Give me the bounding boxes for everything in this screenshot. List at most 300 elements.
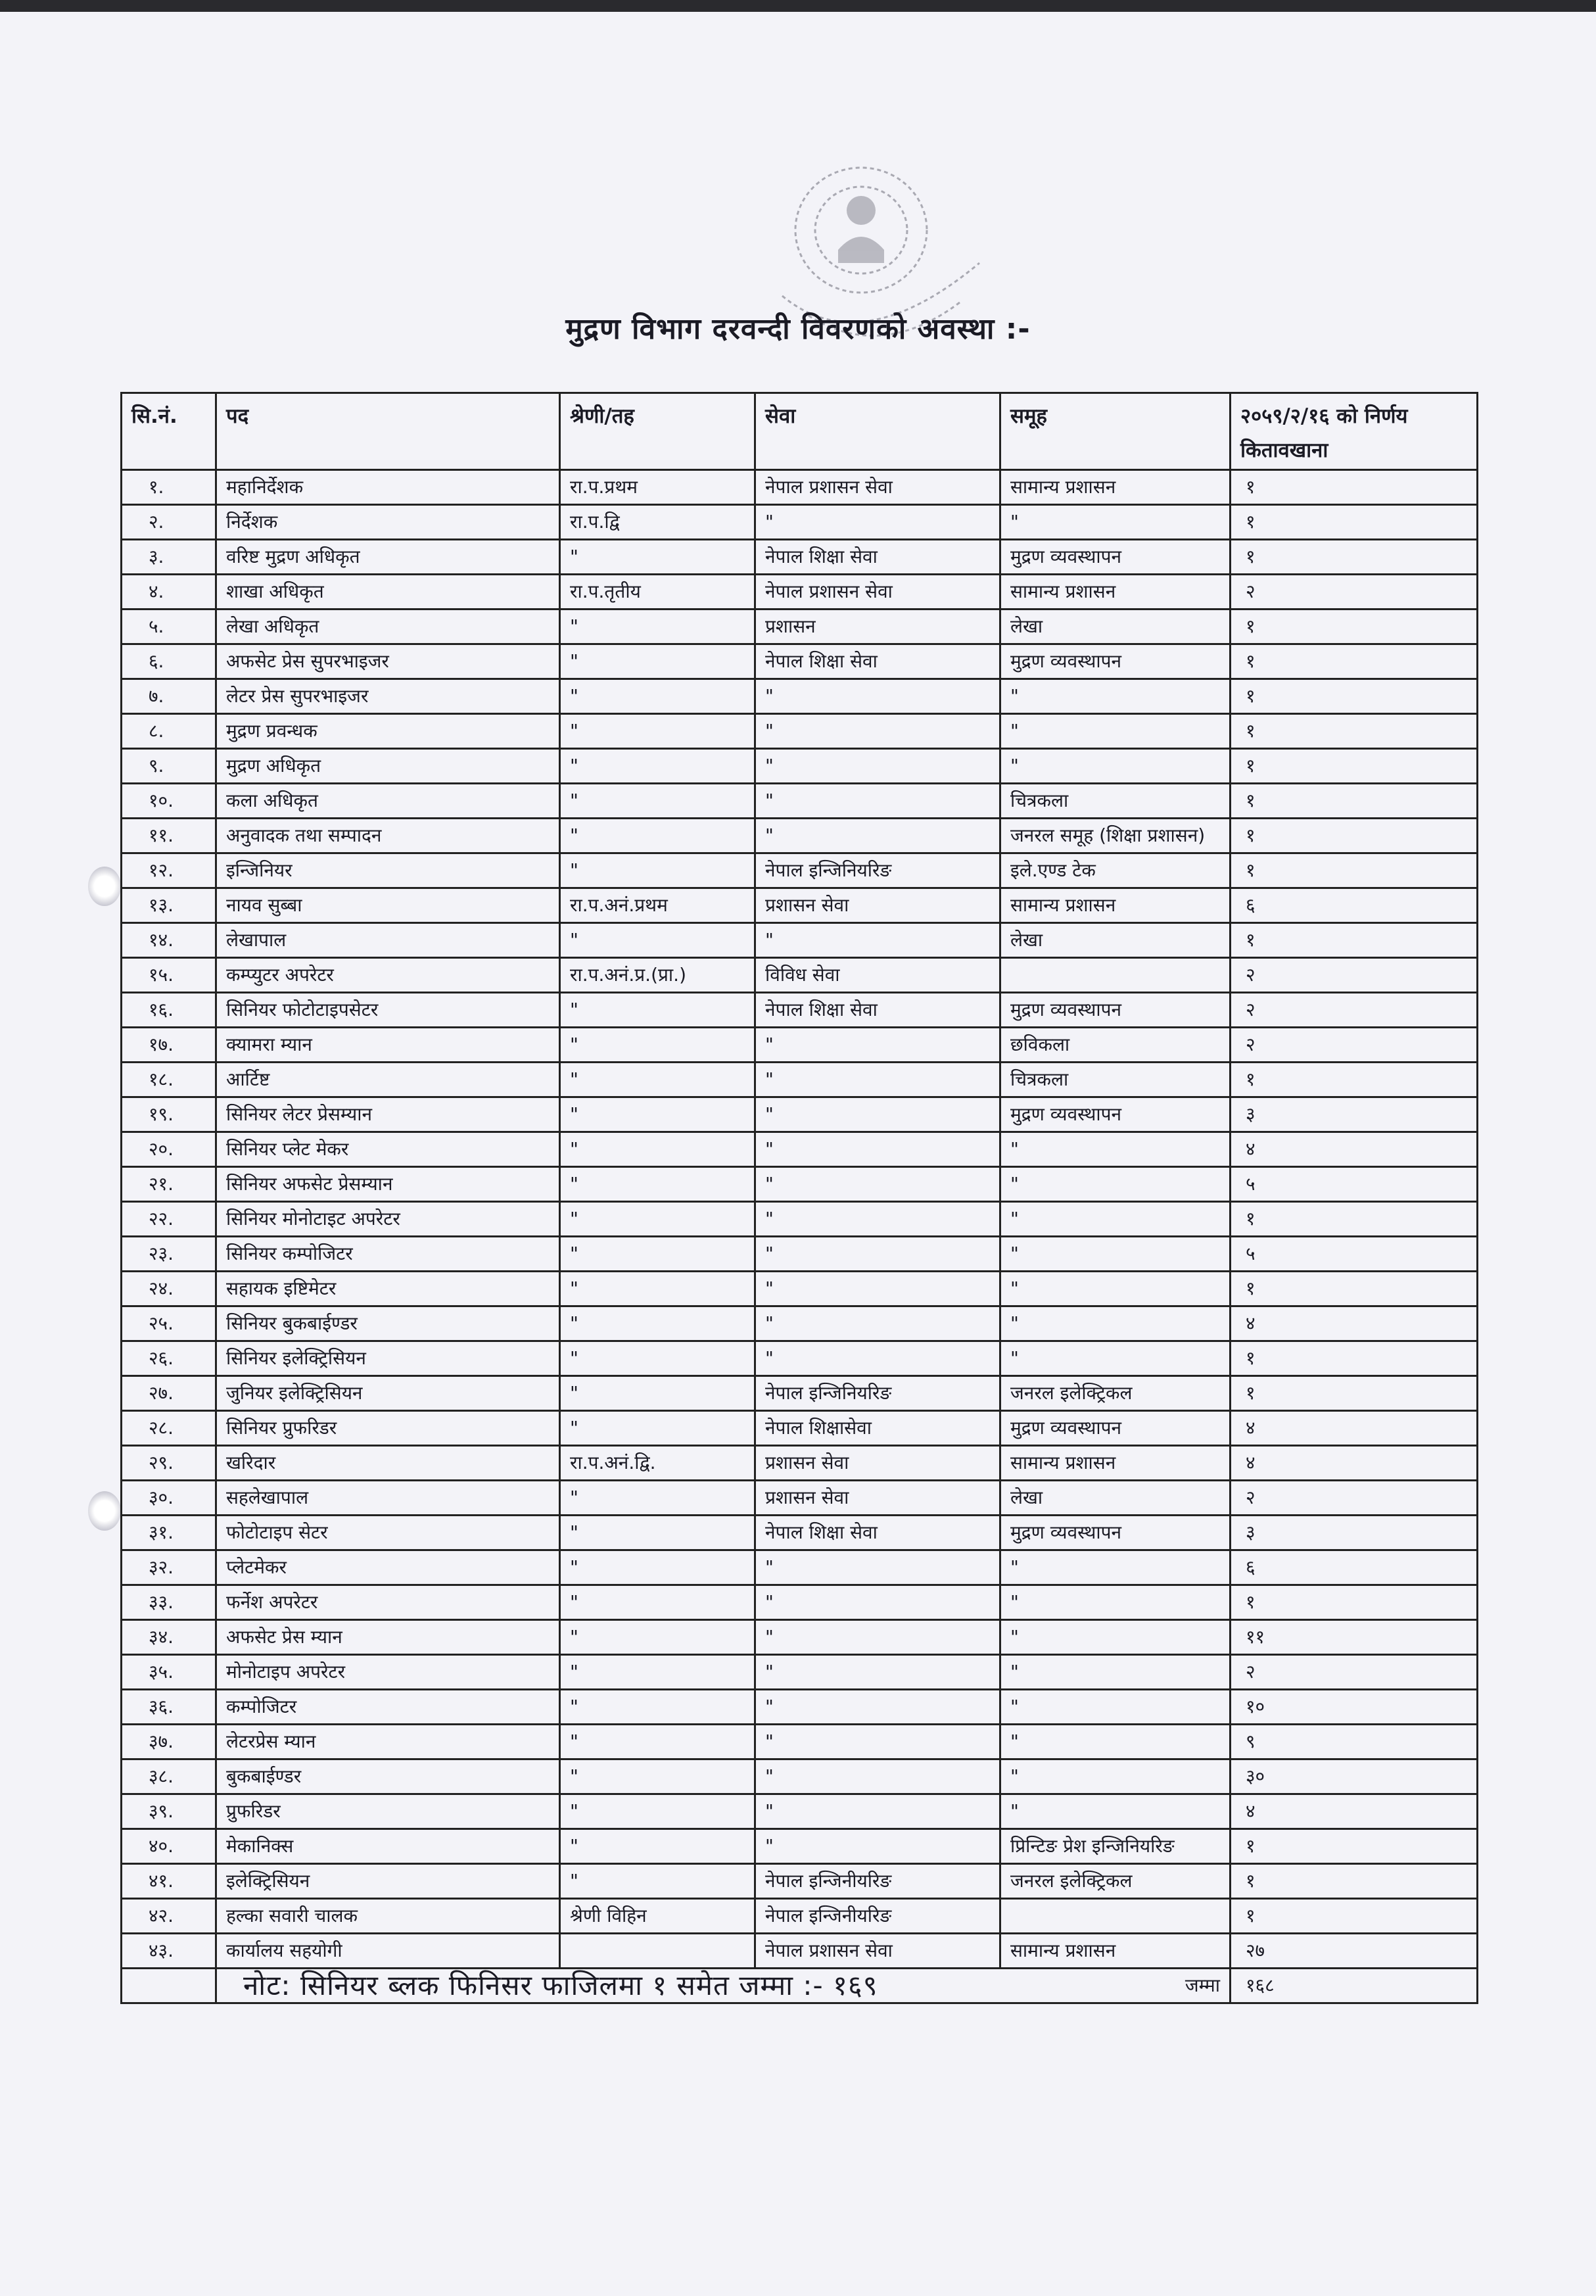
cell-group: मुद्रण व्यवस्थापन — [1000, 993, 1231, 1028]
cell-group: " — [1000, 505, 1231, 540]
cell-service: " — [755, 1306, 1000, 1341]
footnote: नोट: सिनियर ब्लक फिनिसर फाजिलमा १ समेत जम्मा :- १६९ — [243, 1969, 878, 2001]
cell-sn: १७. — [122, 1028, 216, 1063]
table-row — [122, 644, 1478, 679]
cell-group: लेखा — [1000, 610, 1231, 644]
cell-class: " — [560, 1550, 755, 1585]
cell-count: ३ — [1231, 1516, 1478, 1550]
cell-post: फर्नेश अपरेटर — [216, 1585, 560, 1620]
cell-class: " — [560, 1202, 755, 1237]
cell-post: प्लेटमेकर — [216, 1550, 560, 1585]
cell-service: नेपाल शिक्षा सेवा — [755, 993, 1000, 1028]
cell-count: १ — [1231, 714, 1478, 749]
header-count-line2: कितावखाना — [1240, 439, 1328, 462]
total-value: १६८ — [1231, 1969, 1478, 2003]
table-row — [122, 923, 1478, 958]
cell-sn: ३. — [122, 540, 216, 575]
cell-post: जुनियर इलेक्ट्रिसियन — [216, 1376, 560, 1411]
table-row — [122, 1272, 1478, 1306]
header-count-line1: २०५९/२/१६ को निर्णय — [1240, 404, 1408, 428]
cell-sn: ६. — [122, 644, 216, 679]
cell-count: ३० — [1231, 1759, 1478, 1794]
table-row — [122, 1725, 1478, 1759]
scan-top-edge — [0, 0, 1596, 12]
cell-class: " — [560, 1028, 755, 1063]
cell-sn: ३३. — [122, 1585, 216, 1620]
table-row — [122, 993, 1478, 1028]
cell-post: इन्जिनियर — [216, 853, 560, 888]
cell-post: सिनियर फोटोटाइपसेटर — [216, 993, 560, 1028]
cell-class: " — [560, 610, 755, 644]
cell-service: नेपाल प्रशासन सेवा — [755, 1934, 1000, 1969]
cell-class: " — [560, 1132, 755, 1167]
cell-class: " — [560, 1864, 755, 1899]
cell-count: २ — [1231, 1028, 1478, 1063]
cell-sn: १. — [122, 470, 216, 505]
cell-post: इलेक्ट्रिसियन — [216, 1864, 560, 1899]
cell-service: विविध सेवा — [755, 958, 1000, 993]
cell-group: " — [1000, 1202, 1231, 1237]
cell-sn: २२. — [122, 1202, 216, 1237]
cell-sn: २१. — [122, 1167, 216, 1202]
cell-group: " — [1000, 714, 1231, 749]
cell-post: खरिदार — [216, 1446, 560, 1481]
table-row — [122, 1794, 1478, 1829]
table-row — [122, 819, 1478, 853]
cell-sn: १३. — [122, 888, 216, 923]
cell-post: क्यामरा म्यान — [216, 1028, 560, 1063]
cell-class: " — [560, 749, 755, 784]
table-row — [122, 1202, 1478, 1237]
table-row — [122, 470, 1478, 505]
table-row — [122, 1899, 1478, 1934]
cell-class — [560, 1934, 755, 1969]
cell-service: नेपाल शिक्षा सेवा — [755, 540, 1000, 575]
cell-service: " — [755, 784, 1000, 819]
cell-service: " — [755, 1585, 1000, 1620]
cell-service: " — [755, 1829, 1000, 1864]
table-row — [122, 1167, 1478, 1202]
header-post: पद — [216, 393, 560, 470]
cell-service: " — [755, 1097, 1000, 1132]
cell-group: मुद्रण व्यवस्थापन — [1000, 1516, 1231, 1550]
cell-sn: २३. — [122, 1237, 216, 1272]
cell-count: २ — [1231, 575, 1478, 610]
cell-class: रा.प.अनं.प्रथम — [560, 888, 755, 923]
cell-group: मुद्रण व्यवस्थापन — [1000, 540, 1231, 575]
table-row — [122, 1620, 1478, 1655]
table-row — [122, 1376, 1478, 1411]
cell-sn: ३४. — [122, 1620, 216, 1655]
cell-post: मेकानिक्स — [216, 1829, 560, 1864]
cell-service: " — [755, 1132, 1000, 1167]
table-row — [122, 1934, 1478, 1969]
table-row — [122, 1341, 1478, 1376]
cell-service: नेपाल इन्जिनीयरिङ — [755, 1899, 1000, 1934]
cell-group: " — [1000, 1237, 1231, 1272]
table-row — [122, 505, 1478, 540]
cell-sn: ३०. — [122, 1481, 216, 1516]
cell-group: " — [1000, 1585, 1231, 1620]
cell-service: नेपाल इन्जिनियरिङ — [755, 1376, 1000, 1411]
cell-class: श्रेणी विहिन — [560, 1899, 755, 1934]
table-row — [122, 1829, 1478, 1864]
cell-class: " — [560, 784, 755, 819]
cell-group: मुद्रण व्यवस्थापन — [1000, 644, 1231, 679]
cell-service: " — [755, 1167, 1000, 1202]
cell-post: कला अधिकृत — [216, 784, 560, 819]
cell-count: १ — [1231, 923, 1478, 958]
cell-count: १ — [1231, 1063, 1478, 1097]
table-row — [122, 1028, 1478, 1063]
cell-group: " — [1000, 1550, 1231, 1585]
cell-class: " — [560, 1341, 755, 1376]
cell-service: नेपाल प्रशासन सेवा — [755, 470, 1000, 505]
cell-sn: ४. — [122, 575, 216, 610]
cell-count: २ — [1231, 1655, 1478, 1690]
cell-service: " — [755, 1725, 1000, 1759]
cell-group: प्रिन्टिङ प्रेश इन्जिनियरिङ — [1000, 1829, 1231, 1864]
cell-class: " — [560, 1690, 755, 1725]
cell-count: २७ — [1231, 1934, 1478, 1969]
cell-service: " — [755, 1202, 1000, 1237]
cell-group: इले.एण्ड टेक — [1000, 853, 1231, 888]
table-row — [122, 1516, 1478, 1550]
table-row — [122, 1690, 1478, 1725]
cell-count: ३ — [1231, 1097, 1478, 1132]
cell-sn: १२. — [122, 853, 216, 888]
cell-count: ४ — [1231, 1446, 1478, 1481]
cell-count: १ — [1231, 610, 1478, 644]
cell-sn: १५. — [122, 958, 216, 993]
cell-class: " — [560, 1376, 755, 1411]
cell-count: ६ — [1231, 888, 1478, 923]
table-row — [122, 610, 1478, 644]
cell-class: " — [560, 1759, 755, 1794]
header-service: सेवा — [755, 393, 1000, 470]
cell-post: सिनियर अफसेट प्रेसम्यान — [216, 1167, 560, 1202]
cell-class: रा.प.प्रथम — [560, 470, 755, 505]
cell-post: सिनियर लेटर प्रेसम्यान — [216, 1097, 560, 1132]
cell-service: नेपाल शिक्षा सेवा — [755, 644, 1000, 679]
cell-count: १ — [1231, 1202, 1478, 1237]
cell-class: रा.प.तृतीय — [560, 575, 755, 610]
table-row — [122, 1411, 1478, 1446]
cell-service: " — [755, 819, 1000, 853]
cell-count: १ — [1231, 1585, 1478, 1620]
cell-sn: ११. — [122, 819, 216, 853]
cell-group: " — [1000, 1167, 1231, 1202]
table-header-row — [122, 393, 1478, 470]
cell-class: " — [560, 1063, 755, 1097]
table-row — [122, 1655, 1478, 1690]
cell-class: " — [560, 1829, 755, 1864]
cell-sn: ३५. — [122, 1655, 216, 1690]
header-count — [1231, 393, 1478, 470]
cell-service: प्रशासन सेवा — [755, 1446, 1000, 1481]
cell-sn: १६. — [122, 993, 216, 1028]
cell-sn: २७. — [122, 1376, 216, 1411]
cell-sn: ५. — [122, 610, 216, 644]
document-title: मुद्रण विभाग दरवन्दी विवरणको अवस्था :- — [565, 312, 1031, 346]
table-row — [122, 958, 1478, 993]
table-row — [122, 1864, 1478, 1899]
cell-class: रा.प.अनं.द्वि. — [560, 1446, 755, 1481]
cell-group: सामान्य प्रशासन — [1000, 575, 1231, 610]
cell-count: ५ — [1231, 1237, 1478, 1272]
cell-class: रा.प.द्वि — [560, 505, 755, 540]
cell-count: १ — [1231, 1899, 1478, 1934]
cell-post: लेखापाल — [216, 923, 560, 958]
cell-class: " — [560, 1167, 755, 1202]
cell-post: नायव सुब्बा — [216, 888, 560, 923]
cell-post: मुद्रण अधिकृत — [216, 749, 560, 784]
cell-service: " — [755, 1272, 1000, 1306]
cell-post: सिनियर इलेक्ट्रिसियन — [216, 1341, 560, 1376]
cell-count: २ — [1231, 1481, 1478, 1516]
cell-class: " — [560, 1237, 755, 1272]
table-row — [122, 1132, 1478, 1167]
cell-count: ४ — [1231, 1411, 1478, 1446]
cell-sn: ८. — [122, 714, 216, 749]
cell-class: " — [560, 1794, 755, 1829]
table-row — [122, 1097, 1478, 1132]
cell-count: ५ — [1231, 1167, 1478, 1202]
cell-group: " — [1000, 679, 1231, 714]
cell-group: " — [1000, 1655, 1231, 1690]
cell-sn: १९. — [122, 1097, 216, 1132]
cell-count: १ — [1231, 540, 1478, 575]
cell-post: फोटोटाइप सेटर — [216, 1516, 560, 1550]
total-label: जम्मा — [216, 1969, 1231, 2003]
cell-class: " — [560, 1272, 755, 1306]
cell-service: " — [755, 679, 1000, 714]
cell-sn: ४०. — [122, 1829, 216, 1864]
cell-service: नेपाल इन्जिनियरिङ — [755, 853, 1000, 888]
cell-count: ४ — [1231, 1306, 1478, 1341]
cell-service: प्रशासन सेवा — [755, 1481, 1000, 1516]
cell-service: " — [755, 1759, 1000, 1794]
cell-class: " — [560, 1481, 755, 1516]
table-row — [122, 1237, 1478, 1272]
cell-group: " — [1000, 1341, 1231, 1376]
cell-service: " — [755, 749, 1000, 784]
cell-class: " — [560, 1411, 755, 1446]
table-row — [122, 1481, 1478, 1516]
cell-group: " — [1000, 1620, 1231, 1655]
cell-post: सिनियर प्लेट मेकर — [216, 1132, 560, 1167]
header-sn: सि.नं. — [122, 393, 216, 470]
table-row — [122, 714, 1478, 749]
cell-post: शाखा अधिकृत — [216, 575, 560, 610]
cell-group: लेखा — [1000, 1481, 1231, 1516]
cell-class: " — [560, 679, 755, 714]
cell-sn: ९. — [122, 749, 216, 784]
cell-sn: २६. — [122, 1341, 216, 1376]
cell-count: १ — [1231, 853, 1478, 888]
cell-post: सिनियर बुकबाईण्डर — [216, 1306, 560, 1341]
cell-class: " — [560, 1655, 755, 1690]
cell-sn: ३८. — [122, 1759, 216, 1794]
cell-post: अफसेट प्रेस म्यान — [216, 1620, 560, 1655]
cell-post: अनुवादक तथा सम्पादन — [216, 819, 560, 853]
cell-service: प्रशासन — [755, 610, 1000, 644]
table-row — [122, 575, 1478, 610]
punch-hole — [88, 1491, 121, 1531]
table-row — [122, 749, 1478, 784]
cell-sn: १४. — [122, 923, 216, 958]
cell-service: नेपाल प्रशासन सेवा — [755, 575, 1000, 610]
cell-sn: ७. — [122, 679, 216, 714]
cell-count: ११ — [1231, 1620, 1478, 1655]
cell-post: सिनियर प्रुफरिडर — [216, 1411, 560, 1446]
cell-group: चित्रकला — [1000, 784, 1231, 819]
cell-count: १ — [1231, 749, 1478, 784]
cell-service: " — [755, 1550, 1000, 1585]
cell-class: " — [560, 853, 755, 888]
cell-count: १० — [1231, 1690, 1478, 1725]
cell-class: " — [560, 923, 755, 958]
cell-service: " — [755, 1690, 1000, 1725]
table-row — [122, 888, 1478, 923]
cell-service: " — [755, 1655, 1000, 1690]
cell-sn: २५. — [122, 1306, 216, 1341]
cell-count: १ — [1231, 1829, 1478, 1864]
cell-post: सहायक इष्टिमेटर — [216, 1272, 560, 1306]
staff-position-table — [120, 392, 1478, 2004]
cell-service: " — [755, 505, 1000, 540]
cell-count: १ — [1231, 644, 1478, 679]
cell-sn: २९. — [122, 1446, 216, 1481]
cell-sn: २. — [122, 505, 216, 540]
cell-class: " — [560, 714, 755, 749]
cell-class: " — [560, 644, 755, 679]
cell-service: " — [755, 714, 1000, 749]
punch-hole — [88, 867, 121, 906]
cell-group: मुद्रण व्यवस्थापन — [1000, 1097, 1231, 1132]
cell-post: कम्प्युटर अपरेटर — [216, 958, 560, 993]
table-row — [122, 1446, 1478, 1481]
cell-service: " — [755, 1028, 1000, 1063]
cell-service: नेपाल शिक्षा सेवा — [755, 1516, 1000, 1550]
cell-service: नेपाल शिक्षासेवा — [755, 1411, 1000, 1446]
cell-group: सामान्य प्रशासन — [1000, 1446, 1231, 1481]
cell-post: सहलेखापाल — [216, 1481, 560, 1516]
table-row — [122, 1585, 1478, 1620]
cell-sn: ४२. — [122, 1899, 216, 1934]
cell-group: " — [1000, 749, 1231, 784]
header-group: समूह — [1000, 393, 1231, 470]
cell-post: प्रुफरिडर — [216, 1794, 560, 1829]
header-class: श्रेणी/तह — [560, 393, 755, 470]
table-row — [122, 540, 1478, 575]
table-row — [122, 784, 1478, 819]
cell-post: हल्का सवारी चालक — [216, 1899, 560, 1934]
cell-count: १ — [1231, 1341, 1478, 1376]
cell-group: " — [1000, 1306, 1231, 1341]
cell-sn: ४१. — [122, 1864, 216, 1899]
cell-group: जनरल समूह (शिक्षा प्रशासन) — [1000, 819, 1231, 853]
cell-sn: ३२. — [122, 1550, 216, 1585]
cell-sn: २४. — [122, 1272, 216, 1306]
cell-count: १ — [1231, 1864, 1478, 1899]
cell-count: २ — [1231, 993, 1478, 1028]
cell-count: १ — [1231, 505, 1478, 540]
cell-sn: ३९. — [122, 1794, 216, 1829]
total-blank-cell — [122, 1969, 216, 2003]
cell-count: १ — [1231, 784, 1478, 819]
cell-group: " — [1000, 1794, 1231, 1829]
cell-sn: २०. — [122, 1132, 216, 1167]
cell-post: मोनोटाइप अपरेटर — [216, 1655, 560, 1690]
cell-count: ९ — [1231, 1725, 1478, 1759]
cell-post: अफसेट प्रेस सुपरभाइजर — [216, 644, 560, 679]
cell-post: लेटर प्रेस सुपरभाइजर — [216, 679, 560, 714]
cell-service: " — [755, 1794, 1000, 1829]
cell-group: सामान्य प्रशासन — [1000, 1934, 1231, 1969]
cell-count: २ — [1231, 958, 1478, 993]
cell-class: " — [560, 1516, 755, 1550]
cell-count: ४ — [1231, 1132, 1478, 1167]
cell-group: " — [1000, 1725, 1231, 1759]
cell-service: " — [755, 1341, 1000, 1376]
cell-sn: १८. — [122, 1063, 216, 1097]
cell-class: " — [560, 540, 755, 575]
cell-service: " — [755, 923, 1000, 958]
cell-sn: ३७. — [122, 1725, 216, 1759]
cell-count: १ — [1231, 1272, 1478, 1306]
cell-post: लेटरप्रेस म्यान — [216, 1725, 560, 1759]
cell-group: जनरल इलेक्ट्रिकल — [1000, 1376, 1231, 1411]
cell-post: महानिर्देशक — [216, 470, 560, 505]
cell-class: " — [560, 1620, 755, 1655]
cell-class: " — [560, 1585, 755, 1620]
cell-service: नेपाल इन्जिनीयरिङ — [755, 1864, 1000, 1899]
cell-count: १ — [1231, 470, 1478, 505]
cell-sn: ३१. — [122, 1516, 216, 1550]
cell-post: सिनियर कम्पोजिटर — [216, 1237, 560, 1272]
table-row — [122, 1759, 1478, 1794]
cell-post: बुकबाईण्डर — [216, 1759, 560, 1794]
cell-service: " — [755, 1620, 1000, 1655]
cell-count: ६ — [1231, 1550, 1478, 1585]
cell-class: " — [560, 1725, 755, 1759]
cell-service: प्रशासन सेवा — [755, 888, 1000, 923]
cell-group: लेखा — [1000, 923, 1231, 958]
cell-class: " — [560, 1306, 755, 1341]
cell-group: " — [1000, 1272, 1231, 1306]
cell-post: लेखा अधिकृत — [216, 610, 560, 644]
cell-group: " — [1000, 1759, 1231, 1794]
table-row — [122, 1306, 1478, 1341]
cell-class: " — [560, 993, 755, 1028]
cell-service: " — [755, 1063, 1000, 1097]
cell-sn: ४३. — [122, 1934, 216, 1969]
cell-group: " — [1000, 1132, 1231, 1167]
cell-group: सामान्य प्रशासन — [1000, 470, 1231, 505]
cell-sn: २८. — [122, 1411, 216, 1446]
table-row — [122, 1550, 1478, 1585]
cell-class: " — [560, 1097, 755, 1132]
cell-group: जनरल इलेक्ट्रिकल — [1000, 1864, 1231, 1899]
table-row — [122, 1063, 1478, 1097]
cell-service: " — [755, 1237, 1000, 1272]
cell-group — [1000, 958, 1231, 993]
cell-group: " — [1000, 1690, 1231, 1725]
cell-group — [1000, 1899, 1231, 1934]
cell-sn: ३६. — [122, 1690, 216, 1725]
cell-group: सामान्य प्रशासन — [1000, 888, 1231, 923]
